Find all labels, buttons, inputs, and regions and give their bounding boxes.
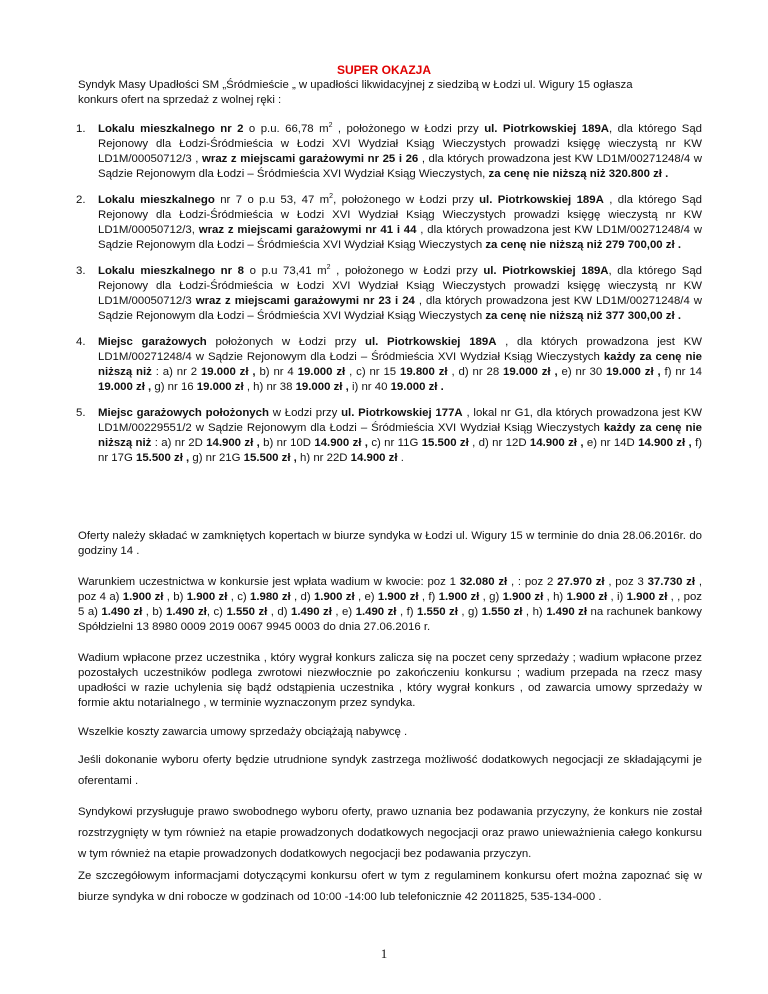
wadium-rules-paragraph: Wadium wpłacone przez uczestnika , który wygrał konkurs zalicza się na poczet ceny sprzedaży ; wadium wpłacone przez pozostałych uczestników podlega zwrotowi niezwłocznie po zakończeniu konkursu ; wadium przepada na rzecz masy upadłości w razie uchylenia się bądź odstąpienia uczestnika , który wygrał konkurs , od zawarcia umowy sprzedaży w formie aktu notarialnego , w terminie wyznaczonym przez syndyka. — [78, 652, 702, 709]
entry-label: , : poz 2 — [507, 576, 558, 588]
entry-amount: 14.900 zł , — [314, 437, 368, 449]
entry-amount: 1.550 zł — [226, 606, 268, 618]
entry-label: e) nr 14D — [583, 437, 639, 449]
entry-label: , b) — [163, 591, 187, 603]
entry-label: , c) — [227, 591, 251, 603]
item-garages: wraz z miejscami garażowymi nr 41 i 44 — [198, 224, 417, 236]
entry-amount: 19.000 zł . — [390, 381, 444, 393]
entry-label: i) nr 40 — [348, 381, 391, 393]
entry-amount: 1.490 zł — [546, 606, 588, 618]
intro-text — [78, 78, 718, 108]
offer-list — [76, 122, 703, 477]
item-price: za cenę nie niższą niż 377 300,00 zł . — [485, 310, 681, 322]
entry-label: , e) — [331, 606, 356, 618]
entry-label: , g) — [457, 606, 482, 618]
entry-amount: 14.900 zł , — [638, 437, 692, 449]
item-heading: Miejsc garażowych — [98, 336, 207, 348]
item-garages: wraz z miejscami garażowymi nr 23 i 24 — [191, 295, 415, 307]
negotiations-paragraph: Jeśli dokonanie wyboru oferty będzie utrudnione syndyk zastrzega możliwość dodatkowych negocjacji ze składającymi je oferentami . — [78, 754, 702, 787]
entry-amount: 1.900 zł — [313, 591, 355, 603]
item-address: ul. Piotrkowskiej 189A — [483, 265, 609, 277]
item-price: za cenę nie niższą niż 279 700,00 zł . — [485, 239, 681, 251]
item-text — [98, 193, 702, 253]
deposit-intro: Warunkiem uczestnictwa w konkursie jest wpłata wadium w kwocie: poz 1 — [78, 576, 460, 588]
item-price-label: każdy za cenę nie niższą niż — [98, 351, 702, 378]
entry-amount: 1.550 zł — [417, 606, 458, 618]
item-text-part: , dla którego Sąd Rejonowy dla Łodzi-Śródmieścia w Łodzi XVI Wydział Ksiąg Wieczystych prowadzi księgę wieczystą nr KW LD1M/00050712/3 — [98, 265, 702, 307]
entry-label: g) nr 21G — [189, 452, 244, 464]
entry-amount: 37.730 zł — [647, 576, 696, 588]
item-text-part: w Łodzi przy — [268, 407, 342, 419]
entry-label: e) nr 30 — [557, 366, 607, 378]
entry-label: , i) — [607, 591, 627, 603]
entry-label: . — [397, 452, 404, 464]
entry-amount: 1.490 zł — [101, 606, 143, 618]
area-unit-sup: 2 — [329, 193, 334, 200]
item-heading: Lokalu mieszkalnego — [98, 194, 215, 206]
item-text-part: położonych w Łodzi przy — [206, 336, 366, 348]
item-text — [98, 264, 702, 324]
item-text — [98, 122, 702, 182]
entry-amount: 15.500 zł , — [243, 452, 297, 464]
garage-spot-list — [98, 366, 702, 393]
item-text — [98, 335, 702, 395]
item-text-part: , położonego w Łodzi przy — [330, 265, 484, 277]
item-text-part: , dla których prowadzona jest KW LD1M/00271248/4 w Sądzie Rejonowym dla Łodzi – Śródmieścia XVI Wydział Ksiąg Wieczystych — [98, 336, 702, 363]
item-number: 2. — [76, 194, 86, 206]
entry-amount: 19.000 zł — [297, 366, 346, 378]
item-text-part: , dla których prowadzona jest KW LD1M/00271248/4 w Sądzie Rejonowym dla Łodzi – Śródmieścia XVI Wydział Ksiąg Wieczystych — [98, 295, 702, 322]
entry-label: , poz 4 a) — [78, 576, 702, 603]
entry-label: c) nr 11G — [367, 437, 422, 449]
entry-amount: 14.900 zł — [350, 452, 398, 464]
deposit-paragraph — [78, 575, 702, 635]
offers-paragraph: Oferty należy składać w zamkniętych kopertach w biurze syndyka w Łodzi ul. Wigury 15 w terminie do dnia 28.06.2016r. do godziny 14 . — [78, 530, 702, 557]
entry-amount: 1.900 zł — [122, 591, 164, 603]
entry-amount: 1.490 zł — [166, 606, 207, 618]
entry-label: : a) nr 2 — [151, 366, 201, 378]
item-price-label: każdy za cenę nie niższą niż — [98, 422, 702, 449]
list-item — [76, 335, 703, 395]
entry-label: , h) — [543, 591, 567, 603]
item-text-part: , dla których prowadzona jest KW LD1M/00271248/4 w Sądzie Rejonowym dla Łodzi – Śródmieścia XVI Wydział Ksiąg Wieczystych — [98, 224, 703, 251]
entry-label: h) nr 22D — [296, 452, 351, 464]
intro-line-2: konkurs ofert na sprzedaż z wolnej ręki : — [78, 94, 282, 106]
entry-amount: 15.500 zł , — [136, 452, 190, 464]
item-area: nr 7 o p.u 53, 47 m — [214, 194, 330, 206]
entry-label: b) nr 4 — [255, 366, 298, 378]
entry-label: , f) — [418, 591, 439, 603]
item-heading: Lokalu mieszkalnego nr 8 — [98, 265, 244, 277]
item-number: 4. — [76, 336, 86, 348]
entry-label: , , poz 5 a) — [78, 591, 703, 618]
item-address: ul. Piotrkowskiej 177A — [341, 407, 463, 419]
item-text — [98, 406, 702, 466]
entry-label: f) nr 17G — [98, 437, 703, 464]
entry-amount: 1.550 zł — [481, 606, 523, 618]
entry-label: , h) — [522, 606, 547, 618]
item-address: ul. Piotrkowskiej 189A — [479, 194, 604, 206]
entry-amount: 19.000 zł , — [200, 366, 256, 378]
closing-section — [78, 750, 702, 908]
entry-label: , c) nr 15 — [345, 366, 401, 378]
list-item — [76, 122, 702, 182]
item-area: o p.u 73,41 m — [244, 265, 327, 277]
entry-label: , poz 3 — [604, 576, 648, 588]
entry-label: , f) — [396, 606, 418, 618]
item-heading: Miejsc garażowych położonych — [98, 407, 269, 419]
item-text-part: , położonego w Łodzi przy — [332, 123, 485, 135]
item-garages: wraz z miejscami garażowymi nr 25 i 26 — [198, 153, 419, 165]
costs-paragraph: Wszelkie koszty zawarcia umowy sprzedaży obciążają nabywcę . — [78, 726, 408, 738]
entry-label: , c) — [206, 606, 227, 618]
list-item — [76, 193, 703, 253]
entry-amount: 1.900 zł — [566, 591, 608, 603]
entry-label: : a) nr 2D — [151, 437, 207, 449]
item-address: ul. Piotrkowskiej 189A — [484, 123, 610, 135]
intro-line-1: Syndyk Masy Upadłości SM „Śródmieście „ w upadłości likwidacyjnej z siedzibą w Łodzi ul. Wigury 15 ogłasza — [78, 79, 633, 91]
entry-amount: 1.490 zł — [291, 606, 332, 618]
item-number: 3. — [76, 265, 86, 277]
rights-paragraph: Syndykowi przysługuje prawo swobodnego wyboru oferty, prawo uznania bez podawania przyczyny, że konkurs nie został rozstrzygnięty w tym również na etapie prowadzonych dodatkowych negocjacji oraz prawo unieważnienia całego konkursu w tym również na etapie prowadzonych dodatkowych negocjacji bez podawania przyczyn. — [78, 806, 702, 860]
page-number: 1 — [380, 946, 388, 961]
item-text-part: , lokal nr G1, dla których prowadzona jest KW LD1M/00229551/2 w Sądzie Rejonowym dla Łodzi – Śródmieścia XVI Wydział Ksiąg Wieczystych — [98, 407, 702, 434]
item-number: 1. — [76, 123, 86, 135]
entry-amount: 32.080 zł — [459, 576, 508, 588]
entry-amount: 1.900 zł — [438, 591, 480, 603]
entry-label: , d) — [267, 606, 292, 618]
entry-amount: 19.000 zł — [196, 381, 244, 393]
entry-amount: 1.900 zł — [502, 591, 544, 603]
entry-label: , g) — [479, 591, 503, 603]
item-area: o p.u. 66,78 m — [243, 123, 329, 135]
entry-amount: 14.900 zł , — [529, 437, 584, 449]
garage-spot-list — [98, 437, 702, 464]
list-item — [76, 406, 703, 466]
entry-label: , h) nr 38 — [243, 381, 296, 393]
item-price: za cenę nie niższą niż 320.800 zł . — [488, 168, 669, 180]
entry-amount: 1.900 zł — [186, 591, 228, 603]
item-text-part: , położonego w Łodzi przy — [333, 194, 480, 206]
entry-amount: 1.980 zł — [250, 591, 291, 603]
entry-label: g) nr 16 — [151, 381, 197, 393]
entry-label: , d) — [290, 591, 314, 603]
list-item — [76, 264, 702, 324]
entry-label: , b) — [142, 606, 166, 618]
area-unit-sup: 2 — [328, 122, 333, 129]
entry-label: b) nr 10D — [259, 437, 315, 449]
entry-amount: 1.900 zł — [377, 591, 419, 603]
area-unit-sup: 2 — [326, 264, 331, 271]
entry-amount: 15.500 zł — [421, 437, 469, 449]
entry-label: f) nr 14 — [660, 366, 703, 378]
entry-amount: 14.900 zł , — [206, 437, 260, 449]
entry-amount: 27.970 zł — [557, 576, 605, 588]
item-text-part: , dla których prowadzona jest KW LD1M/00271248/4 w Sądzie Rejonowym dla Łodzi – Śródmieścia XVI Wydział Ksiąg Wieczystych, — [98, 153, 702, 180]
entry-label: , e) — [354, 591, 378, 603]
info-paragraph: Ze szczegółowym informacjami dotyczącymi konkursu ofert w tym z regulaminem konkursu ofert można zapoznać się w biurze syndyka w dni robocze w godzinach od 10:00 -14:00 lub telefonicznie 42 2011825, 535-134-000 . — [78, 870, 702, 903]
entry-label: , d) nr 12D — [468, 437, 530, 449]
item-address: ul. Piotrkowskiej 189A — [365, 336, 497, 348]
item-text-part: , dla którego Sąd Rejonowy dla Łodzi-Śródmieścia w Łodzi XVI Wydział Ksiąg Wieczystych prowadzi księgę wieczystą nr KW LD1M/00050712/3 , — [98, 123, 702, 165]
entry-amount: 19.000 zł , — [606, 366, 661, 378]
entry-amount: 19.000 zł , — [295, 381, 349, 393]
entry-amount: 19.800 zł — [400, 366, 448, 378]
document-title: SUPER OKAZJA — [336, 63, 431, 77]
entry-amount: 1.900 zł — [626, 591, 668, 603]
item-text-part: , dla którego Sąd Rejonowy dla Łodzi-Śródmieścia w Łodzi XVI Wydział Ksiąg Wieczystych prowadzi księgę wieczystą nr KW LD1M/00050712/3, — [98, 194, 702, 236]
entry-amount: 19.000 zł , — [503, 366, 558, 378]
item-heading: Lokalu mieszkalnego nr 2 — [98, 123, 244, 135]
item-number: 5. — [76, 407, 86, 419]
entry-amount: 1.490 zł — [355, 606, 397, 618]
entry-amount: 19.000 zł , — [98, 381, 152, 393]
deposit-outro: na rachunek bankowy Spółdzielni 13 8980 0009 2019 0067 9945 0003 do dnia 27.06.2016 r. — [78, 606, 702, 633]
entry-label: , d) nr 28 — [447, 366, 504, 378]
